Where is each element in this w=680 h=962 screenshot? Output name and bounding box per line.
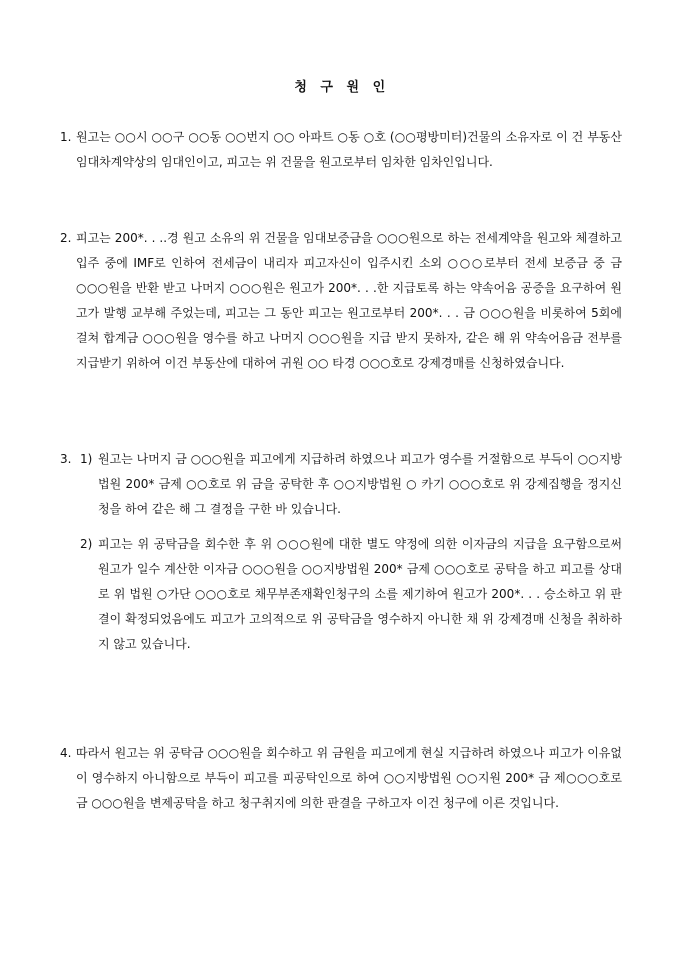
claim-item-3 [60, 447, 622, 657]
subitem-1 [80, 447, 622, 522]
subitem-number: 2) [80, 537, 93, 551]
item-text: 따라서 원고는 위 공탁금 ○○○원을 회수하고 위 금원을 피고에게 현실 지급하려 하였으나 피고가 이유없이 영수하지 아니함으로 부득이 피고를 피공탁인으로 하여 ○○지방법원 ○○지원 200* 금 제○○○호로 금 ○○○원을 변제공탁을 하고 청구취지에 의한 판결을 구하고자 이건 청구에 이른 것입니다. [76, 746, 622, 810]
item-number: 1. [60, 130, 72, 144]
item-text: 피고는 200*. . ..경 원고 소유의 위 건물을 임대보증금을 ○○○원으로 하는 전세계약을 원고와 체결하고 입주 중에 IMF로 인하여 전세금이 내리자 피고자신이 입주시킨 소외 ○○○로부터 전세 보증금 중 금 ○○○원을 반환 받고 나머지 ○○○원은 원고가 200*. . .한 지급토록 하는 약속어음 공증을 요구하여 원고가 발행 교부해 주었는데, 피고는 그 동안 피고는 원고로부터 200*. . . 금 ○○○원을 비롯하여 5회에 걸쳐 합계금 ○○○원을 영수를 하고 나머지 ○○○원을 지급 받지 못하자, 같은 해 위 약속어음금 전부를 지급받기 위하여 이건 부동산에 대하여 귀원 ○○ 타경 ○○○호로 강제경매를 신청하였습니다. [76, 231, 622, 370]
subitem-text: 피고는 위 공탁금을 회수한 후 위 ○○○원에 대한 별도 약정에 의한 이자금의 지급을 요구함으로써 원고가 일수 계산한 이자금 ○○○원을 ○○지방법원 200* 금제 ○○○호로 공탁을 하고 피고를 상대로 위 법원 ○가단 ○○○호로 채무부존재확인청구의 소를 제기하여 원고가 200*. . . 승소하고 위 판결이 확정되었음에도 피고가 고의적으로 위 공탁금을 영수하지 아니한 채 위 강제경매 신청을 취하하지 않고 있습니다. [98, 537, 622, 651]
claim-item-4 [60, 741, 622, 816]
document-title: 청 구 원 인 [294, 80, 386, 95]
item-number: 4. [60, 746, 72, 760]
item-number: 3. [60, 452, 72, 466]
item-number: 2. [60, 231, 72, 245]
subitem-text: 원고는 나머지 금 ○○○원을 피고에게 지급하려 하였으나 피고가 영수를 거절함으로 부득이 ○○지방법원 200* 금제 ○○호로 위 금을 공탁한 후 ○○지방법원 ○ 카기 ○○○호로 위 강제집행을 정지신청을 하여 같은 해 그 결정을 구한 바 있습니다. [98, 452, 622, 516]
subitem-number: 1) [80, 452, 93, 466]
item-text: 원고는 ○○시 ○○구 ○○동 ○○번지 ○○ 아파트 ○동 ○호 (○○평방미터)건물의 소유자로 이 건 부동산 임대차계약상의 임대인이고, 피고는 위 건물을 원고로부터 임차한 임차인입니다. [76, 130, 622, 169]
claim-item-1 [60, 125, 622, 175]
claim-item-2 [60, 226, 622, 376]
subitem-2 [80, 532, 622, 657]
